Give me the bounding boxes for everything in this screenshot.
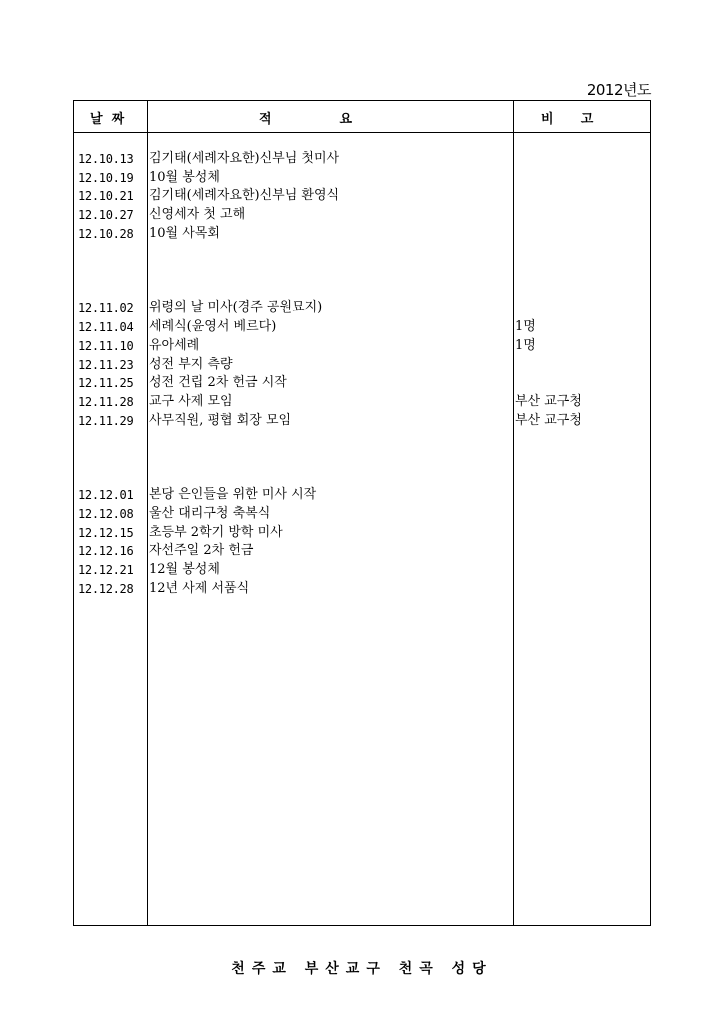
entry-summary: 본당 은인들을 위한 미사 시작 <box>149 487 317 503</box>
table-row <box>74 505 650 524</box>
table-row <box>74 150 650 169</box>
date-column-header: 날 짜 <box>90 112 125 127</box>
table-row <box>74 225 650 244</box>
summary-column-header: 적 요 <box>259 112 353 127</box>
table-row <box>74 412 650 431</box>
entry-summary: 성전 부지 측량 <box>149 356 233 372</box>
entry-summary: 10월 봉성체 <box>149 169 220 185</box>
entry-date: 12.11.28 <box>78 394 134 409</box>
group-spacer <box>74 243 650 299</box>
ledger-rows <box>74 150 650 598</box>
entry-summary: 신영세자 첫 고해 <box>149 207 246 223</box>
group-spacer <box>74 430 650 486</box>
table-row <box>74 187 650 206</box>
entry-summary: 울산 대리구청 축복식 <box>149 505 271 521</box>
table-row <box>74 318 650 337</box>
entry-date: 12.12.16 <box>78 544 134 559</box>
entry-date: 12.12.08 <box>78 506 134 521</box>
table-row <box>74 206 650 225</box>
entry-remark: 1명 <box>515 319 536 335</box>
entry-date: 12.10.21 <box>78 189 134 204</box>
entry-date: 12.11.02 <box>78 301 134 316</box>
table-row <box>74 524 650 543</box>
entry-date: 12.11.23 <box>78 357 134 372</box>
entry-summary: 12월 봉성체 <box>149 562 220 577</box>
entry-summary: 12년 사제 서품식 <box>149 580 250 596</box>
entry-summary: 세례식(윤영서 베르다) <box>149 319 277 335</box>
table-row <box>74 561 650 580</box>
entry-summary: 자선주일 2차 헌금 <box>149 543 254 559</box>
entry-date: 12.11.04 <box>78 320 134 335</box>
entry-summary: 초등부 2학기 방학 미사 <box>149 524 283 540</box>
entry-date: 12.12.21 <box>78 563 134 577</box>
table-row <box>74 356 650 375</box>
entry-date: 12.10.28 <box>78 226 134 241</box>
entry-date: 12.11.10 <box>78 338 134 353</box>
entry-date: 12.11.29 <box>78 413 134 428</box>
remark-column-header: 비 고 <box>541 112 594 127</box>
entry-date: 12.12.01 <box>78 488 134 503</box>
table-row <box>74 299 650 318</box>
table-row <box>74 374 650 393</box>
table-row <box>74 337 650 356</box>
table-row <box>74 169 650 188</box>
ledger-table <box>73 100 651 926</box>
entry-summary: 사무직원, 평협 회장 모임 <box>149 412 292 428</box>
entry-summary: 김기태(세례자요한)신부님 환영식 <box>149 188 340 204</box>
entry-summary: 김기태(세례자요한)신부님 첫미사 <box>149 151 340 166</box>
entry-date: 12.12.15 <box>78 525 134 540</box>
entry-remark: 부산 교구청 <box>515 393 582 409</box>
year-label: 2012년도 <box>586 81 651 99</box>
table-row <box>74 580 650 599</box>
header-divider <box>74 132 650 133</box>
entry-date: 12.10.19 <box>78 170 134 185</box>
entry-remark: 부산 교구청 <box>515 412 582 428</box>
entry-remark: 1명 <box>515 337 536 353</box>
table-row <box>74 486 650 505</box>
entry-summary: 10월 사목회 <box>149 225 220 241</box>
entry-date: 12.10.27 <box>78 208 134 223</box>
table-row <box>74 393 650 412</box>
entry-summary: 유아세례 <box>149 337 200 353</box>
entry-date: 12.10.13 <box>78 152 134 166</box>
entry-date: 12.12.28 <box>78 581 134 596</box>
entry-summary: 교구 사제 모임 <box>149 393 233 409</box>
table-row <box>74 542 650 561</box>
entry-summary: 성전 건립 2차 헌금 시작 <box>149 375 287 391</box>
church-footer: 천주교 부산교구 천곡 성당 <box>231 961 493 977</box>
entry-summary: 위령의 날 미사(경주 공원묘지) <box>149 300 323 316</box>
entry-date: 12.11.25 <box>78 376 134 391</box>
